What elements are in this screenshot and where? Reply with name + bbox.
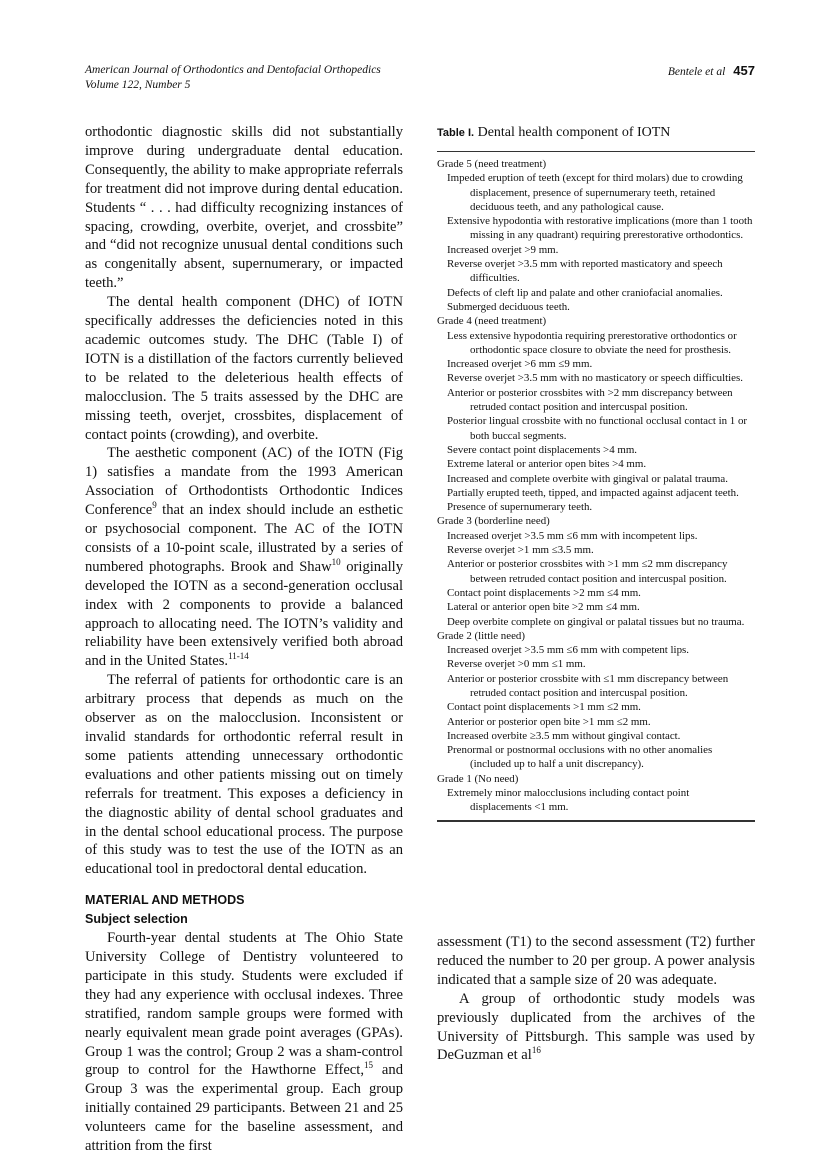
table-criterion: Anterior or posterior crossbites with >1 mm ≤2 mm discrepancy between retruded contact position and intercuspal position. xyxy=(447,558,728,585)
text-run: and Group 3 was the experimental group. Each group initially contained 29 participants. Between 21 and 25 volunteers came for the baseline assessment, and attrition from the first xyxy=(85,1062,403,1155)
authors: Bentele et al xyxy=(667,66,726,78)
table-title: Dental health component of IOTN xyxy=(477,125,671,140)
citation-superscript: 16 xyxy=(531,1045,541,1056)
page-number: 457 xyxy=(733,63,755,78)
table-criterion: Anterior or posterior crossbites with >2 mm discrepancy between retruded contact position and intercuspal position. xyxy=(447,386,733,414)
table-1 xyxy=(437,123,755,822)
table-grade-heading: Grade 4 (need treatment) xyxy=(437,315,547,328)
table-criterion: Submerged deciduous teeth. xyxy=(447,300,570,313)
table-criterion: Less extensive hypodontia requiring prerestorative orthodontics or orthodontic space closure to obviate the need for prosthesis. xyxy=(447,329,737,356)
table-criterion: Lateral or anterior open bite >2 mm ≤4 mm. xyxy=(447,601,640,614)
paragraph xyxy=(437,933,755,990)
text-run: originally developed the IOTN as a second-generation occlusal index with 2 components to provide a balanced approach to allocating need. The IOTN’s validity and reliability have been extensively verified both abroad and in the United States. xyxy=(85,558,403,670)
table-criterion: Reverse overjet >3.5 mm with no masticatory or speech difficulties. xyxy=(447,372,743,385)
table-criterion: Prenormal or postnormal occlusions with no other anomalies (included up to half a unit discrepancy). xyxy=(447,744,713,771)
left-column xyxy=(85,123,403,1156)
table-criterion: Contact point displacements >2 mm ≤4 mm. xyxy=(447,586,641,599)
table-criterion: Extensive hypodontia with restorative implications (more than 1 tooth missing in any quadrant) requiring prerestorative orthodontics. xyxy=(447,215,753,242)
table-criterion: Extremely minor malocclusions including contact point displacements <1 mm. xyxy=(447,787,690,814)
text-run: The referral of patients for orthodontic care is an arbitrary process that depends as much on the observer as on the malocclusion. Inconsistent or invalid standards for orthodontic referral result in some patients attending unnecessary orthodontic evaluations and other patients missing out on timely referrals for treatment. This exposes a deficiency in the diagnostic ability of dental school graduates and in the dental school educational process. The purpose of this study was to test the use of the IOTN as an educational tool in predoctoral dental education. xyxy=(85,672,403,878)
table-criterion: Impeded eruption of teeth (except for third molars) due to crowding displacement, presence of supernumerary teeth, retained deciduous teeth, and any pathological cause. xyxy=(447,172,743,213)
running-header-left xyxy=(85,63,381,93)
table-caption xyxy=(437,123,755,152)
paragraph xyxy=(85,671,403,879)
table-criterion: Increased overjet >3.5 mm ≤6 mm with incompetent lips. xyxy=(447,529,698,542)
table-criterion: Contact point displacements >1 mm ≤2 mm. xyxy=(447,701,641,714)
table-criterion: Reverse overjet >1 mm ≤3.5 mm. xyxy=(447,544,594,557)
citation-superscript: 11-14 xyxy=(228,651,249,662)
text-run: that an index should include an esthetic or psychosocial component. The AC of the IOTN consists of a 10-point scale, illustrated by a series of numbered photographs. Brook and Shaw xyxy=(85,502,403,575)
table-criterion: Defects of cleft lip and palate and other craniofacial anomalies. xyxy=(447,286,723,299)
text-run: A group of orthodontic study models was previously duplicated from the archives of the University of Pittsburgh. This sample was used by DeGuzman et al xyxy=(437,990,755,1064)
right-column-text xyxy=(437,933,755,1065)
paragraph xyxy=(85,293,403,444)
paragraph xyxy=(85,444,403,671)
table-criterion: Anterior or posterior open bite >1 mm ≤2 mm. xyxy=(447,715,651,728)
text-run: orthodontic diagnostic skills did not substantially improve during undergraduate dental education. Consequently, the ability to make appropriate referrals for treatment did not improve during dental education. Students “ . . . had difficulty recognizing instances of spacing, crowding, overbite, overjet, and crossbite” and “did not recognize unusual dental conditions such as congenitally absent, supernumerary, or impacted teeth.” xyxy=(85,124,403,292)
table-criterion: Deep overbite complete on gingival or palatal tissues but no trauma. xyxy=(447,615,745,628)
citation-superscript: 15 xyxy=(364,1060,373,1071)
table-criterion: Posterior lingual crossbite with no functional occlusal contact in 1 or both buccal segments. xyxy=(447,415,748,442)
text-run: The dental health component (DHC) of IOTN specifically addresses the deficiencies noted in this academic outcomes study. The DHC (Table I) of IOTN is a distillation of the factors currently believed to be related to the deleterious health effects of malocclusion. The 5 traits assessed by the DHC are missing teeth, overjet, crossbites, displacement of contact points (crowding), and overbite. xyxy=(85,294,403,443)
table-criterion: Increased overbite ≥3.5 mm without gingival contact. xyxy=(447,729,681,742)
text-run: assessment (T1) to the second assessment (T2) further reduced the number to 20 per group. A power analysis indicated that a sample size of 20 was adequate. xyxy=(437,934,755,988)
subsection-heading: Subject selection xyxy=(85,912,188,927)
table-criterion: Reverse overjet >3.5 mm with reported masticatory and speech difficulties. xyxy=(447,258,723,285)
citation-superscript: 10 xyxy=(331,556,341,567)
table-criterion: Severe contact point displacements >4 mm. xyxy=(447,443,638,456)
text-run: Fourth-year dental students at The Ohio State University College of Dentistry volunteered to participate in this study. Students were excluded if they had any experience with occlusal indexes. Three stratified, random sample groups were formed with nearly equivalent mean grade point averages (GPAs). Group 1 was the control; Group 2 was a sham-control group to control for the Hawthorne Effect, xyxy=(85,930,403,1079)
table-grade-heading: Grade 3 (borderline need) xyxy=(437,515,550,528)
citation-superscript: 9 xyxy=(152,500,157,511)
running-header-right xyxy=(668,63,755,80)
table-criterion: Extreme lateral or anterior open bites >4 mm. xyxy=(447,458,647,471)
table-grade-heading: Grade 1 (No need) xyxy=(437,772,519,785)
table-criterion: Increased and complete overbite with gingival or palatal trauma. xyxy=(447,472,728,485)
paragraph xyxy=(85,929,403,1156)
section-heading: MATERIAL AND METHODS xyxy=(85,893,245,908)
table-criterion: Presence of supernumerary teeth. xyxy=(447,501,593,514)
table-grade-heading: Grade 5 (need treatment) xyxy=(437,158,547,170)
table-criterion: Increased overjet >9 mm. xyxy=(447,243,559,256)
table-criterion: Partially erupted teeth, tipped, and impacted against adjacent teeth. xyxy=(447,486,739,499)
table-criterion: Anterior or posterior crossbite with ≤1 mm discrepancy between retruded contact position and intercuspal position. xyxy=(447,672,729,699)
journal-name: American Journal of Orthodontics and Dentofacial Orthopedics xyxy=(85,64,381,76)
text-run: The aesthetic component (AC) of the IOTN (Fig 1) satisfies a mandate from the 1993 American Association of Orthodontists Orthodontic Indices Conference xyxy=(85,445,403,519)
table-body xyxy=(437,152,755,822)
table-criterion: Increased overjet >3.5 mm ≤6 mm with competent lips. xyxy=(447,644,689,657)
volume-info: Volume 122, Number 5 xyxy=(85,79,191,91)
table-label: Table I. xyxy=(437,127,475,139)
paragraph xyxy=(85,123,403,293)
paragraph xyxy=(437,990,755,1066)
table-criterion: Increased overjet >6 mm ≤9 mm. xyxy=(447,358,593,371)
table-grade-heading: Grade 2 (little need) xyxy=(437,629,525,642)
table-criterion: Reverse overjet >0 mm ≤1 mm. xyxy=(447,658,586,671)
